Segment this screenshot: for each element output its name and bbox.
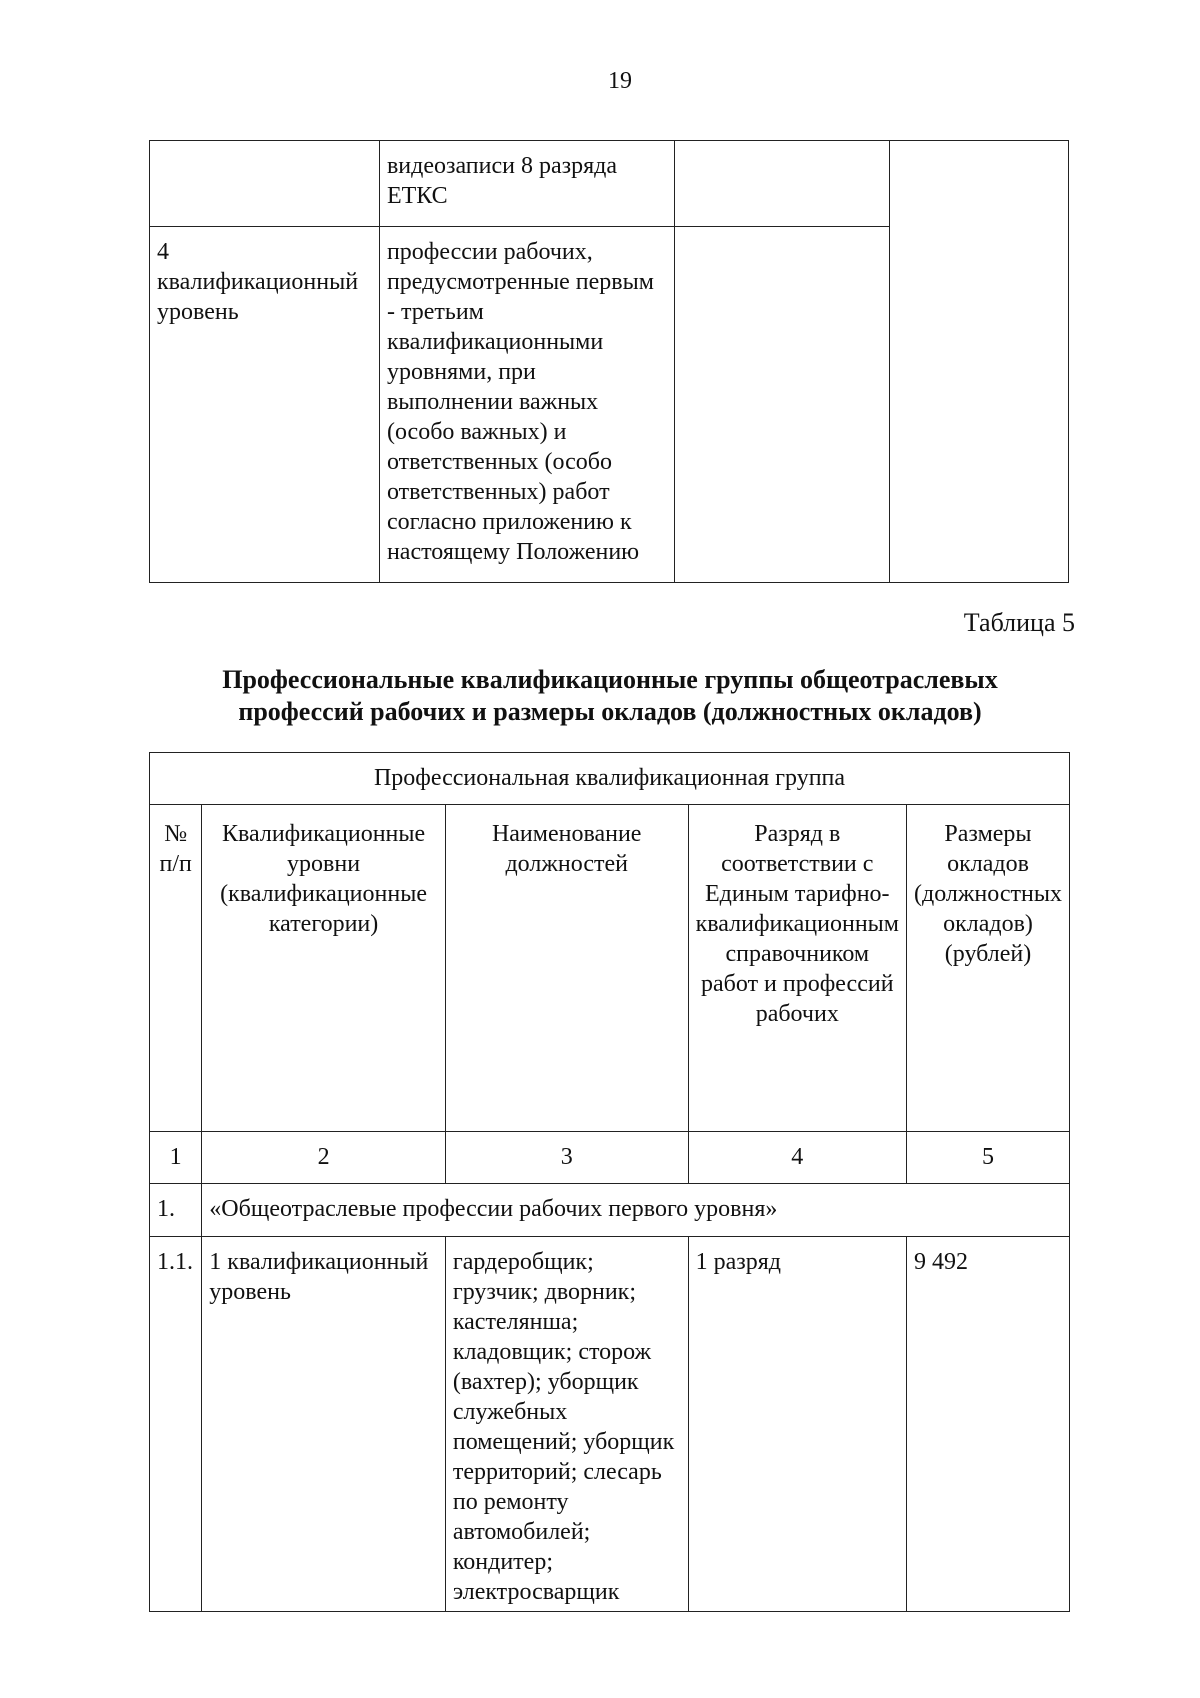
- table-row: [150, 1237, 1070, 1612]
- group-header: Профессиональная квалификационная группа: [150, 753, 1070, 805]
- group-header-row: [150, 753, 1070, 805]
- table-cell-salary: 9 492: [906, 1237, 1069, 1612]
- table-cell-level: [150, 141, 380, 227]
- column-header-salary: Размеры окладов (должностных окладов) (рублей): [906, 805, 1069, 1132]
- column-header-row: [150, 805, 1070, 1132]
- column-header-positions: Наименование должностей: [445, 805, 688, 1132]
- salary-table: [149, 752, 1070, 1612]
- table-cell-grade: 1 разряд: [688, 1237, 906, 1612]
- table-cell-salary: [890, 141, 1069, 583]
- table-cell-positions: гардеробщик; грузчик; дворник; кастелянша; кладовщик; сторож (вахтер); уборщик служебных помещений; уборщик территорий; слесарь по ремонту автомобилей; кондитер; электросварщик: [445, 1237, 688, 1612]
- continued-table: [149, 140, 1069, 583]
- column-number-row: [150, 1132, 1070, 1184]
- table-row: [150, 141, 1069, 227]
- column-header-level: Квалификационные уровни (квалификационные категории): [202, 805, 446, 1132]
- table-title: [150, 664, 1070, 728]
- section-title: «Общеотраслевые профессии рабочих первого уровня»: [202, 1184, 1070, 1237]
- page-number: 19: [608, 68, 632, 94]
- table-cell-grade: [674, 141, 890, 227]
- table-cell-level: 1 квалификационный уровень: [202, 1237, 446, 1612]
- column-header-grade: Разряд в соответствии с Единым тарифно-квалификационным справочником работ и профессий рабочих: [688, 805, 906, 1132]
- table-title-line: профессий рабочих и размеры окладов (должностных окладов): [238, 697, 982, 726]
- table-cell-grade: [674, 227, 890, 583]
- column-number: 4: [688, 1132, 906, 1184]
- table-cell-positions: видеозаписи 8 разряда ЕТКС: [379, 141, 674, 227]
- table-cell-positions: профессии рабочих, предусмотренные первым - третьим квалификационными уровнями, при выполнении важных (особо важных) и ответственных (особо ответственных) работ согласно приложению к настоящему Положению: [379, 227, 674, 583]
- table-title-line: Профессиональные квалификационные группы общеотраслевых: [222, 665, 998, 694]
- table-cell-level: 4 квалификационный уровень: [150, 227, 380, 583]
- section-row: [150, 1184, 1070, 1237]
- table-cell-number: 1.1.: [150, 1237, 202, 1612]
- column-number: 3: [445, 1132, 688, 1184]
- column-number: 5: [906, 1132, 1069, 1184]
- column-number: 2: [202, 1132, 446, 1184]
- column-number: 1: [150, 1132, 202, 1184]
- table-label: Таблица 5: [963, 608, 1075, 637]
- section-number: 1.: [150, 1184, 202, 1237]
- column-header-number: № п/п: [150, 805, 202, 1132]
